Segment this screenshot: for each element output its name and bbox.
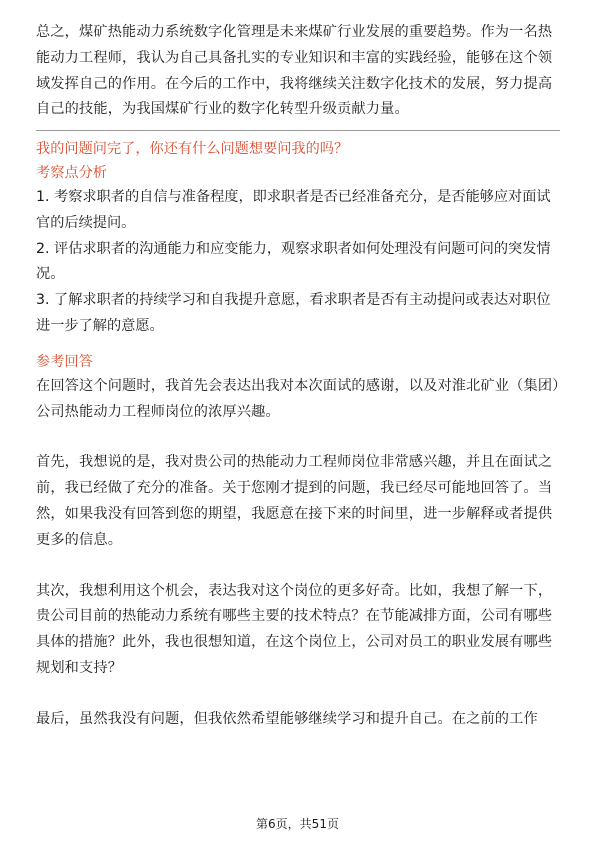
analysis-item-1: 1. 考察求职者的自信与准备程度，即求职者是否已经准备充分，是否能够应对面试官的后续提问。	[36, 189, 551, 231]
answer-paragraph-4: 最后，虽然我没有问题，但我依然希望能够继续学习和提升自己。在之前的工作	[36, 710, 538, 727]
paragraph-gap	[36, 682, 560, 707]
page-number: 第6页，共51页	[256, 817, 339, 831]
section-divider	[36, 130, 560, 131]
answer-paragraph-1: 在回答这个问题时，我首先会表达出我对本次面试的感谢，以及对淮北矿业（集团）公司热能动力工程师岗位的浓厚兴趣。	[36, 377, 560, 420]
analysis-title: 考察点分析	[36, 165, 107, 181]
intro-paragraph: 总之，煤矿热能动力系统数字化管理是未来煤矿行业发展的重要趋势。作为一名热能动力工程师，我认为自己具备扎实的专业知识和丰富的实践经验，能够在这个领域发挥自己的作用。在今后的工作中，我将继续关注数字化技术的发展，努力提高自己的技能，为我国煤矿行业的数字化转型升级贡献力量。	[36, 24, 553, 118]
analysis-item-2: 2. 评估求职者的沟通能力和应变能力，观察求职者如何处理没有问题可问的突发情况。	[36, 240, 551, 283]
analysis-item-3: 3. 了解求职者的持续学习和自我提升意愿，看求职者是否有主动提问或表达对职位进一步了解的意愿。	[36, 292, 551, 334]
paragraph-gap	[36, 554, 560, 579]
document-page	[36, 20, 560, 733]
answer-paragraph-3: 其次，我想利用这个机会，表达我对这个岗位的更多好奇。比如，我想了解一下，贵公司目前的热能动力系统有哪些主要的技术特点？在节能减排方面，公司有哪些具体的措施？此外，我也很想知道，在这个岗位上，公司对员工的职业发展有哪些规划和支持？	[36, 582, 553, 676]
answer-paragraph-2: 首先，我想说的是，我对贵公司的热能动力工程师岗位非常感兴趣，并且在面试之前，我已经做了充分的准备。关于您刚才提到的问题，我已经尽可能地回答了。当然，如果我没有回答到您的期望，我愿意在接下来的时间里，进一步解释或者提供更多的信息。	[36, 454, 553, 548]
interview-question: 我的问题问完了，你还有什么问题想要问我的吗？	[36, 141, 349, 157]
answer-title: 参考回答	[36, 353, 93, 370]
paragraph-gap	[36, 425, 560, 450]
